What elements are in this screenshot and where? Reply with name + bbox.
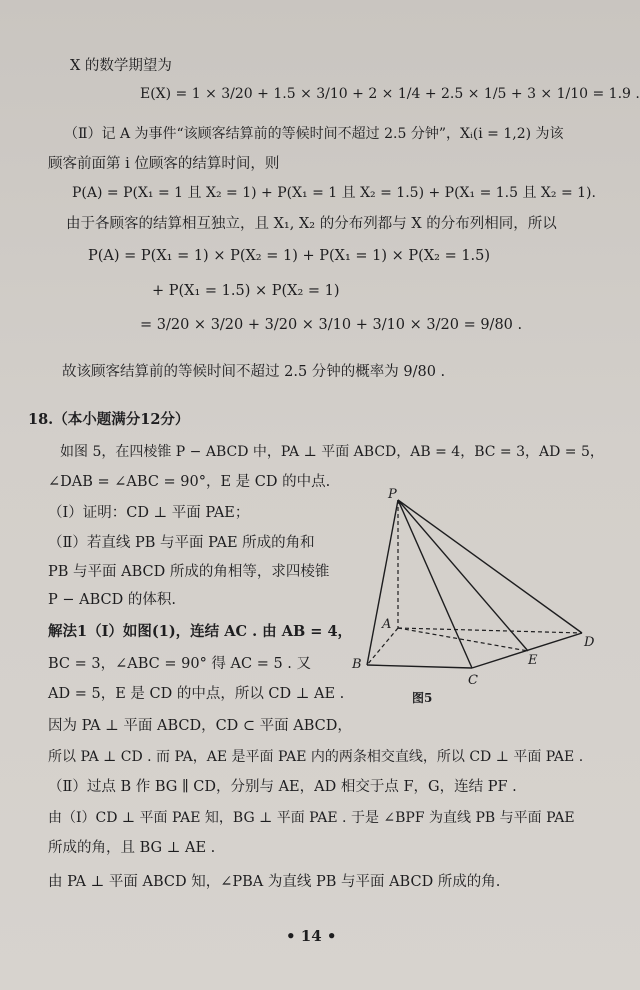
- label-E: E: [528, 653, 538, 668]
- problem-part: PB 与平面 ABCD 所成的角相等，求四棱锥: [48, 564, 330, 580]
- edge-PC: [398, 500, 472, 668]
- problem-part: P − ABCD 的体积.: [48, 592, 176, 608]
- solution-line: 所成的角，且 BG ⊥ AE .: [48, 840, 216, 856]
- formula-line: = 3/20 × 3/20 + 3/20 × 3/10 + 3/10 × 3/20 = 9/80 .: [140, 317, 523, 333]
- text-line: 由于各顾客的结算相互独立，且 X₁, X₂ 的分布列都与 X 的分布列相同，所以: [66, 216, 557, 232]
- solution-line: 解法1（Ⅰ）如图(1)，连结 AC . 由 AB = 4，: [48, 623, 353, 640]
- edge-AD: [398, 628, 582, 633]
- solution-line: AD = 5，E 是 CD 的中点，所以 CD ⊥ AE .: [48, 686, 345, 702]
- solution-line: （Ⅱ）过点 B 作 BG ∥ CD，分别与 AE，AD 相交于点 F，G，连结 PF .: [48, 779, 517, 795]
- text-line: X 的数学期望为: [70, 58, 172, 74]
- formula-line: + P(X₁ = 1.5) × P(X₂ = 1): [152, 283, 340, 299]
- text-line: 顾客前面第 i 位顾客的结算时间，则: [48, 156, 280, 172]
- problem-part: （Ⅱ）若直线 PB 与平面 PAE 所成的角和: [48, 535, 315, 551]
- solution-line: BC = 3，∠ABC = 90° 得 AC = 5 . 又: [48, 656, 312, 672]
- solution-line: 由（Ⅰ）CD ⊥ 平面 PAE 知，BG ⊥ 平面 PAE . 于是 ∠BPF 为直线 PB 与平面 PAE: [48, 810, 575, 826]
- page-number: • 14 •: [286, 927, 337, 945]
- edge-CD: [472, 633, 582, 668]
- edge-PE: [398, 500, 528, 651]
- problem-heading: 18.（本小题满分12分）: [28, 411, 190, 428]
- solution-line: 由 PA ⊥ 平面 ABCD 知，∠PBA 为直线 PB 与平面 ABCD 所成的角.: [48, 874, 501, 890]
- edge-PB: [367, 500, 398, 665]
- label-P: P: [388, 487, 397, 502]
- label-D: D: [584, 635, 595, 650]
- solution-line: 因为 PA ⊥ 平面 ABCD，CD ⊂ 平面 ABCD，: [48, 718, 352, 734]
- text-line: （Ⅱ）记 A 为事件“该顾客结算前的等候时间不超过 2.5 分钟”，Xᵢ(i = 1,2) 为该: [64, 126, 564, 142]
- formula-line: P(A) = P(X₁ = 1) × P(X₂ = 1) + P(X₁ = 1) × P(X₂ = 1.5): [88, 248, 491, 264]
- label-A: A: [382, 617, 392, 632]
- edge-AB: [367, 628, 398, 665]
- label-B: B: [352, 657, 362, 672]
- formula-line: E(X) = 1 × 3/20 + 1.5 × 3/10 + 2 × 1/4 + 2.5 × 1/5 + 3 × 1/10 = 1.9 .: [140, 86, 640, 102]
- formula-line: P(A) = P(X₁ = 1 且 X₂ = 1) + P(X₁ = 1 且 X₂ = 1.5) + P(X₁ = 1.5 且 X₂ = 1).: [72, 185, 596, 201]
- solution-line: 所以 PA ⊥ CD . 而 PA，AE 是平面 PAE 内的两条相交直线，所以 CD ⊥ 平面 PAE .: [48, 749, 584, 765]
- edge-AE: [398, 628, 528, 651]
- figure-caption: 图5: [412, 691, 433, 705]
- conclusion-line: 故该顾客结算前的等候时间不超过 2.5 分钟的概率为 9/80 .: [62, 364, 446, 380]
- edge-PD: [398, 500, 582, 633]
- problem-part: （Ⅰ）证明：CD ⊥ 平面 PAE；: [48, 505, 250, 521]
- edge-BC: [367, 665, 472, 668]
- problem-statement: 如图 5，在四棱锥 P − ABCD 中，PA ⊥ 平面 ABCD，AB = 4，BC = 3，AD = 5，: [60, 444, 604, 460]
- label-C: C: [468, 673, 478, 688]
- problem-statement: ∠DAB = ∠ABC = 90°，E 是 CD 的中点.: [48, 474, 331, 490]
